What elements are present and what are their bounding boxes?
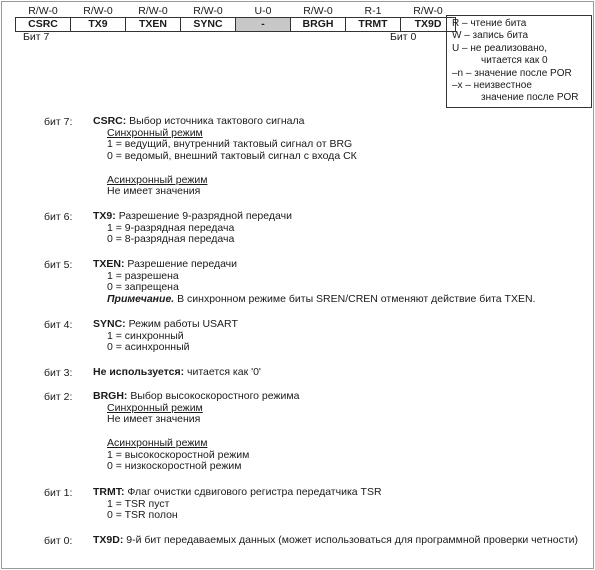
bit5-note-label: Примечание. xyxy=(107,293,175,306)
bit7-label: бит 7: xyxy=(44,116,73,128)
bit5-label: бит 5: xyxy=(44,259,73,271)
bit7-async-mode: Асинхронный режим xyxy=(107,173,208,186)
legend-x-cont: значение после POR xyxy=(481,92,579,104)
bit5-name: TXEN xyxy=(126,18,181,32)
access-bit5: R/W-0 xyxy=(138,5,168,17)
bit5-value-1: 1 = разрешена xyxy=(107,269,179,282)
bit6-name: TX9 xyxy=(71,18,126,32)
bit4-value-0: 0 = асинхронный xyxy=(107,341,190,354)
bit5-description xyxy=(93,259,535,306)
bit6-title: Разрешение 9-разрядной передачи xyxy=(118,210,292,222)
bit7-name: CSRC xyxy=(16,18,71,32)
bit2-sync-value: Не имеет значения xyxy=(107,413,201,426)
bit7-position-label: Бит 7 xyxy=(23,31,50,43)
bit4-title: Режим работы USART xyxy=(128,318,238,330)
bit1-description xyxy=(93,487,382,522)
bit2-title: Выбор высокоскоростного режима xyxy=(130,390,300,402)
bit0-field-name: TX9D: xyxy=(93,534,124,546)
access-bit7: R/W-0 xyxy=(28,5,58,17)
bit5-field-name: TXEN: xyxy=(93,258,125,270)
bit0-description xyxy=(93,535,578,547)
bit0-position-label: Бит 0 xyxy=(390,31,417,43)
bit2-label: бит 2: xyxy=(44,391,73,403)
register-map xyxy=(15,6,456,32)
access-bit4: R/W-0 xyxy=(193,5,223,17)
access-bit0: R/W-0 xyxy=(413,5,443,17)
bit2-sync-mode: Синхронный режим xyxy=(107,401,203,414)
legend-n: –n – значение после POR xyxy=(452,67,572,79)
bit6-value-1: 1 = 9-разрядная передача xyxy=(107,221,235,234)
bit7-title: Выбор источника тактового сигнала xyxy=(129,115,305,127)
bit3-field-name: Не используется: xyxy=(93,366,185,378)
bit3-description xyxy=(93,367,261,379)
bit0-name: TX9D xyxy=(401,18,456,32)
bit7-sync-1: 1 = ведущий, внутренний тактовый сигнал от BRG xyxy=(107,138,353,151)
bit7-sync-0: 0 = ведомый, внешний тактовый сигнал с входа СК xyxy=(107,150,357,163)
bit4-name: SYNC xyxy=(181,18,236,32)
bit2-async-mode: Асинхронный режим xyxy=(107,436,208,449)
bit7-description xyxy=(93,116,357,198)
bit5-title: Разрешение передачи xyxy=(127,258,238,270)
bit3-label: бит 3: xyxy=(44,367,73,379)
bit1-value-1: 1 = TSR пуст xyxy=(107,497,170,510)
legend-w: W – запись бита xyxy=(452,30,529,42)
bit2-description xyxy=(93,391,299,473)
bit6-description xyxy=(93,211,292,246)
bit7-sync-mode: Синхронный режим xyxy=(107,126,203,139)
bit6-value-0: 0 = 8-разрядная передача xyxy=(107,233,235,246)
access-bit6: R/W-0 xyxy=(83,5,113,17)
bit4-field-name: SYNC: xyxy=(93,318,126,330)
bit6-label: бит 6: xyxy=(44,211,73,223)
bit5-note: В синхронном режиме биты SREN/CREN отменяют действие бита TXEN. xyxy=(177,293,536,306)
bit2-field-name: BRGH: xyxy=(93,390,128,402)
legend-x: –x – неизвестное xyxy=(452,80,532,92)
legend-u: U – не реализовано, xyxy=(452,42,547,54)
bit1-field-name: TRMT: xyxy=(93,486,125,498)
legend-u-cont: читается как 0 xyxy=(481,55,548,67)
bit1-name: TRMT xyxy=(346,18,401,32)
bit0-label: бит 0: xyxy=(44,535,73,547)
bit4-description xyxy=(93,319,238,354)
bit2-name: BRGH xyxy=(291,18,346,32)
bit5-value-0: 0 = запрещена xyxy=(107,281,179,294)
bit6-field-name: TX9: xyxy=(93,210,116,222)
bit4-label: бит 4: xyxy=(44,319,73,331)
bit1-label: бит 1: xyxy=(44,487,73,499)
bit3-name: - xyxy=(236,18,291,32)
bit0-title: 9-й бит передаваемых данных (может использоваться для программной проверки четности) xyxy=(126,534,579,546)
legend-box xyxy=(446,15,592,108)
legend-r: R – чтение бита xyxy=(452,18,527,29)
access-bit2: R/W-0 xyxy=(303,5,333,17)
bit7-field-name: CSRC: xyxy=(93,115,127,127)
bit3-title: читается как '0' xyxy=(187,366,261,378)
bit1-value-0: 0 = TSR полон xyxy=(107,509,178,522)
bit2-async-1: 1 = высокоскоростной режим xyxy=(107,448,250,461)
bit1-title: Флаг очистки сдвигового регистра передатчика TSR xyxy=(127,486,382,498)
bit7-async-value: Не имеет значения xyxy=(107,185,201,198)
access-bit3: U-0 xyxy=(254,5,272,17)
access-bit1: R-1 xyxy=(364,5,382,17)
bit2-async-0: 0 = низкоскоростной режим xyxy=(107,460,242,473)
bit4-value-1: 1 = синхронный xyxy=(107,329,184,342)
